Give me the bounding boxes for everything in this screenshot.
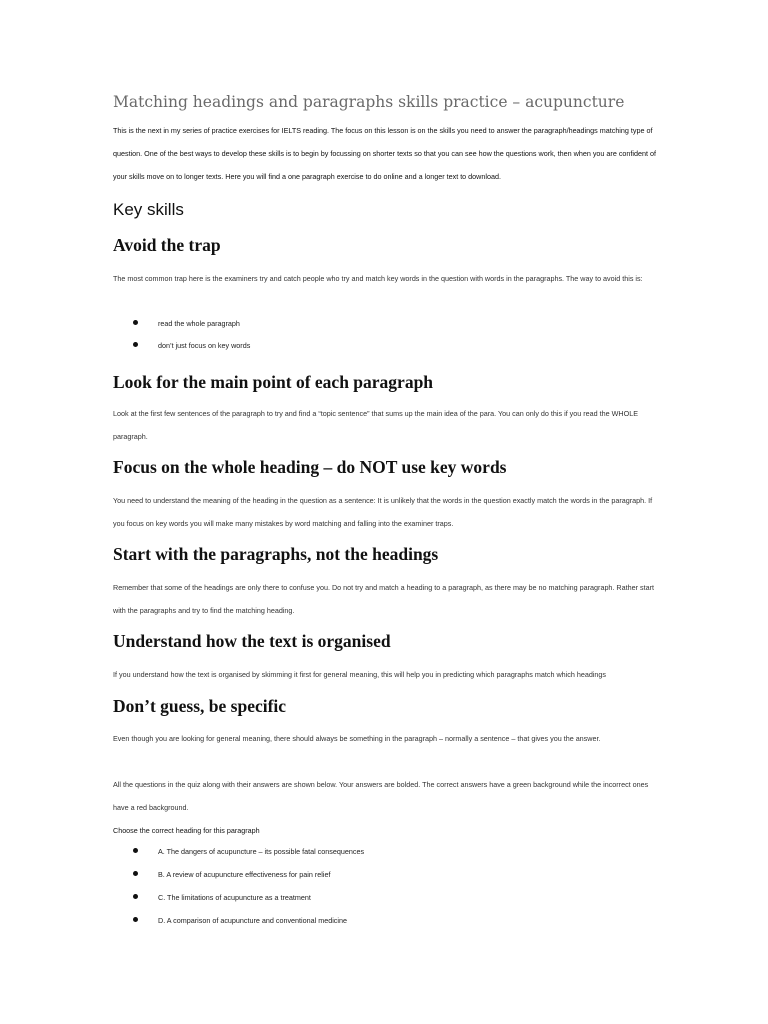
key-skills-heading: Key skills xyxy=(113,200,184,219)
page-title: Matching headings and paragraphs skills practice – acupuncture xyxy=(113,93,625,111)
list-item: don’t just focus on key words xyxy=(158,341,251,350)
bullet-dot xyxy=(133,848,138,853)
section-heading-be-specific: Don’t guess, be specific xyxy=(113,696,287,716)
section-heading-text-organised: Understand how the text is organised xyxy=(113,631,391,651)
quiz-note: All the questions in the quiz along with their answers are shown below. Your answers are bolded. The correct answers have a green background while the incorrect ones have a red background. xyxy=(113,780,649,812)
bullet-dot xyxy=(133,917,138,922)
bullet-dot xyxy=(133,342,138,347)
bullet-dot xyxy=(133,320,138,325)
quiz-option-c: C. The limitations of acupuncture as a treatment xyxy=(158,893,311,902)
quiz-option-b: B. A review of acupuncture effectiveness for pain relief xyxy=(158,870,331,879)
section-heading-whole-heading: Focus on the whole heading – do NOT use key words xyxy=(113,457,507,477)
intro-paragraph: This is the next in my series of practice exercises for IELTS reading. The focus on this lesson is on the skills you need to answer the paragraph/headings matching type of question. One of the best ways to develop these skills is to begin by focussing on shorter texts so that you can see how the questions work, then when you are confident of your skills move on to longer texts. Here you will find a one paragraph exercise to do online and a longer text to download. xyxy=(113,126,656,181)
section-text-main-point: Look at the first few sentences of the paragraph to try and find a “topic sentence” that sums up the main idea of the para. You can only do this if you read the WHOLE paragraph. xyxy=(113,409,638,441)
section-heading-main-point: Look for the main point of each paragraph xyxy=(113,372,434,392)
section-text-whole-heading: You need to understand the meaning of the heading in the question as a sentence: It is unlikely that the words in the question exactly match the words in the paragraph. If you focus on key words you will make many mistakes by word matching and falling into the examiner traps. xyxy=(113,496,653,528)
bullet-dot xyxy=(133,894,138,899)
quiz-option-d: D. A comparison of acupuncture and conventional medicine xyxy=(158,916,347,925)
section-text-be-specific: Even though you are looking for general meaning, there should always be something in the paragraph – normally a sentence – that gives you the answer. xyxy=(113,734,601,743)
list-item: read the whole paragraph xyxy=(158,319,240,328)
quiz-question: Choose the correct heading for this paragraph xyxy=(113,826,260,835)
bullet-dot xyxy=(133,871,138,876)
section-text-text-organised: If you understand how the text is organised by skimming it first for general meaning, this will help you in predicting which paragraphs match which headings xyxy=(113,670,607,679)
section-text-start-paragraphs: Remember that some of the headings are only there to confuse you. Do not try and match a heading to a paragraph, as there may be no matching paragraph. Rather start with the paragraphs and try to find the matching heading. xyxy=(113,583,654,615)
section-heading-start-paragraphs: Start with the paragraphs, not the headings xyxy=(113,544,439,564)
quiz-option-a: A. The dangers of acupuncture – its possible fatal consequences xyxy=(158,847,365,856)
section-text-avoid-trap: The most common trap here is the examiners try and catch people who try and match key words in the question with words in the paragraphs. The way to avoid this is: xyxy=(113,274,643,283)
section-heading-avoid-trap: Avoid the trap xyxy=(113,235,221,255)
